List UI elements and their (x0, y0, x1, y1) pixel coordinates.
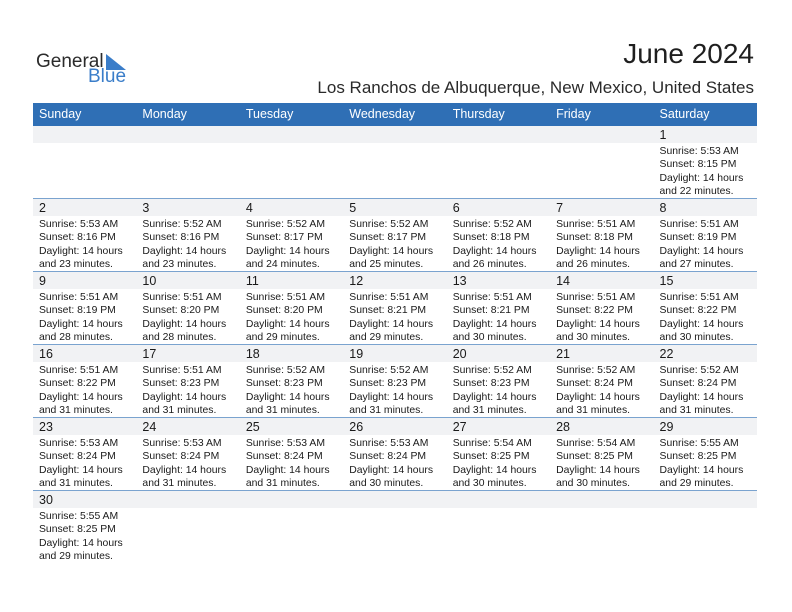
empty-day-cell (343, 491, 446, 564)
sunrise-time: Sunrise: 5:51 AM (245, 292, 325, 303)
sunset-time: Sunset: 8:24 PM (556, 378, 633, 390)
daylight-hours: Daylight: 14 hours (349, 318, 434, 330)
day-sun-info (453, 291, 537, 345)
empty-day-cell (550, 126, 653, 198)
day-number: 5 (349, 201, 357, 215)
daylight-minutes: and 29 minutes. (39, 551, 113, 563)
day-number: 9 (39, 274, 46, 288)
sunset-time: Sunset: 8:19 PM (659, 232, 737, 244)
sunset-time: Sunset: 8:18 PM (556, 232, 633, 244)
daylight-hours: Daylight: 14 hours (39, 464, 123, 476)
sunset-time: Sunset: 8:25 PM (452, 451, 530, 463)
sunrise-time: Sunrise: 5:53 AM (39, 438, 119, 449)
day-cell (240, 199, 343, 271)
day-sun-info (660, 218, 744, 272)
daylight-minutes: and 22 minutes. (659, 186, 734, 198)
day-sun-info (349, 291, 433, 345)
day-sun-info (556, 364, 640, 418)
sunrise-time: Sunrise: 5:53 AM (659, 146, 739, 157)
daylight-hours: Daylight: 14 hours (659, 172, 744, 184)
daylight-hours: Daylight: 14 hours (245, 391, 330, 403)
sunset-time: Sunset: 8:18 PM (452, 232, 530, 244)
day-sun-info (660, 145, 744, 199)
sunrise-time: Sunrise: 5:51 AM (142, 292, 222, 303)
day-cell (33, 272, 136, 344)
day-band (550, 199, 653, 216)
sunrise-time: Sunrise: 5:51 AM (659, 292, 739, 303)
weekday-thursday: Thursday (452, 107, 505, 121)
day-band (343, 199, 446, 216)
daylight-minutes: and 31 minutes. (39, 478, 113, 490)
daylight-hours: Daylight: 14 hours (556, 318, 640, 330)
sunset-time: Sunset: 8:22 PM (39, 378, 116, 390)
empty-day-cell (654, 491, 757, 564)
daylight-minutes: and 31 minutes. (349, 405, 424, 417)
day-sun-info (453, 218, 537, 272)
sunset-time: Sunset: 8:24 PM (245, 451, 323, 463)
empty-day-cell (447, 126, 550, 198)
sunrise-time: Sunrise: 5:52 AM (349, 365, 429, 376)
daylight-hours: Daylight: 14 hours (452, 391, 537, 403)
day-number: 11 (245, 274, 259, 288)
day-sun-info (556, 218, 640, 272)
daylight-minutes: and 26 minutes. (556, 259, 631, 271)
day-number: 3 (142, 201, 150, 215)
day-sun-info (142, 364, 226, 418)
day-band (550, 126, 653, 143)
day-band (654, 491, 757, 508)
sunset-time: Sunset: 8:17 PM (245, 232, 323, 244)
empty-day-cell (550, 491, 653, 564)
daylight-minutes: and 30 minutes. (556, 332, 631, 344)
day-sun-info (246, 364, 330, 418)
daylight-hours: Daylight: 14 hours (556, 464, 640, 476)
day-sun-info (349, 437, 433, 491)
daylight-minutes: and 29 minutes. (245, 332, 320, 344)
sunset-time: Sunset: 8:16 PM (39, 232, 116, 244)
day-sun-info (142, 218, 226, 272)
sunset-time: Sunset: 8:25 PM (39, 524, 116, 536)
sunset-time: Sunset: 8:24 PM (659, 378, 737, 390)
daylight-minutes: and 30 minutes. (452, 478, 527, 490)
calendar-week-row (33, 199, 757, 272)
day-sun-info (246, 291, 330, 345)
empty-day-cell (33, 126, 136, 198)
day-cell (343, 345, 446, 417)
empty-day-cell (240, 126, 343, 198)
day-band (33, 126, 136, 143)
daylight-hours: Daylight: 14 hours (39, 318, 123, 330)
day-sun-info (349, 364, 433, 418)
daylight-hours: Daylight: 14 hours (452, 464, 537, 476)
brand-logo (36, 52, 136, 88)
daylight-minutes: and 29 minutes. (349, 332, 424, 344)
calendar-week-row (33, 491, 757, 564)
weekday-wednesday: Wednesday (349, 107, 416, 121)
day-cell (550, 418, 653, 490)
day-sun-info (246, 218, 330, 272)
sunset-time: Sunset: 8:23 PM (452, 378, 530, 390)
page-title: June 2024 (623, 38, 754, 69)
sunset-time: Sunset: 8:24 PM (349, 451, 427, 463)
daylight-hours: Daylight: 14 hours (39, 245, 123, 257)
day-band (550, 491, 653, 508)
day-band (447, 199, 550, 216)
day-sun-info (453, 437, 537, 491)
day-number: 21 (556, 347, 571, 361)
day-cell (654, 126, 757, 198)
day-cell (136, 345, 239, 417)
calendar-week-row (33, 126, 757, 199)
day-cell (550, 199, 653, 271)
day-cell (654, 418, 757, 490)
daylight-hours: Daylight: 14 hours (659, 464, 744, 476)
sunset-time: Sunset: 8:20 PM (142, 305, 220, 317)
sunrise-time: Sunrise: 5:52 AM (556, 365, 636, 376)
daylight-minutes: and 27 minutes. (659, 259, 734, 271)
sunset-time: Sunset: 8:22 PM (556, 305, 633, 317)
weekday-tuesday: Tuesday (245, 107, 294, 121)
sunset-time: Sunset: 8:16 PM (142, 232, 220, 244)
sunrise-time: Sunrise: 5:53 AM (245, 438, 325, 449)
daylight-minutes: and 30 minutes. (452, 332, 527, 344)
day-number: 27 (452, 420, 467, 434)
sunset-time: Sunset: 8:21 PM (452, 305, 530, 317)
day-sun-info (556, 291, 640, 345)
empty-day-cell (240, 491, 343, 564)
daylight-minutes: and 31 minutes. (245, 478, 320, 490)
day-cell (240, 418, 343, 490)
day-band (33, 272, 136, 289)
day-sun-info (142, 437, 226, 491)
day-sun-info (142, 291, 226, 345)
daylight-minutes: and 31 minutes. (556, 405, 631, 417)
day-number: 19 (349, 347, 364, 361)
daylight-minutes: and 23 minutes. (39, 259, 113, 271)
daylight-minutes: and 24 minutes. (245, 259, 320, 271)
sunrise-time: Sunrise: 5:55 AM (39, 511, 119, 522)
sunset-time: Sunset: 8:23 PM (245, 378, 323, 390)
day-cell (240, 345, 343, 417)
day-cell (33, 418, 136, 490)
day-cell (343, 199, 446, 271)
day-cell (136, 272, 239, 344)
day-sun-info (453, 364, 537, 418)
calendar-weeks (33, 126, 757, 564)
day-band (240, 491, 343, 508)
sunrise-time: Sunrise: 5:52 AM (142, 219, 222, 230)
day-cell (136, 418, 239, 490)
sunset-time: Sunset: 8:25 PM (556, 451, 633, 463)
logo-text-general: General (36, 51, 104, 72)
weekday-sunday: Sunday (39, 107, 82, 121)
daylight-minutes: and 31 minutes. (245, 405, 320, 417)
day-band (447, 126, 550, 143)
daylight-hours: Daylight: 14 hours (556, 245, 640, 257)
sunrise-time: Sunrise: 5:51 AM (142, 365, 222, 376)
empty-day-cell (447, 491, 550, 564)
daylight-hours: Daylight: 14 hours (659, 245, 744, 257)
day-sun-info (39, 510, 123, 564)
day-sun-info (39, 437, 123, 491)
day-band (343, 491, 446, 508)
day-cell (240, 272, 343, 344)
daylight-hours: Daylight: 14 hours (452, 245, 537, 257)
daylight-minutes: and 25 minutes. (349, 259, 424, 271)
day-cell (550, 272, 653, 344)
day-cell (136, 199, 239, 271)
day-number: 8 (659, 201, 667, 215)
sunset-time: Sunset: 8:23 PM (142, 378, 220, 390)
daylight-hours: Daylight: 14 hours (245, 464, 330, 476)
day-sun-info (39, 364, 123, 418)
sunrise-time: Sunrise: 5:55 AM (659, 438, 739, 449)
day-cell (447, 345, 550, 417)
weekday-saturday: Saturday (659, 107, 710, 121)
day-number: 12 (349, 274, 364, 288)
daylight-minutes: and 26 minutes. (452, 259, 527, 271)
daylight-hours: Daylight: 14 hours (349, 464, 434, 476)
sunset-time: Sunset: 8:15 PM (659, 159, 737, 171)
day-cell (33, 345, 136, 417)
day-number: 2 (39, 201, 46, 215)
logo-text-blue: Blue (88, 66, 127, 87)
day-number: 13 (452, 274, 467, 288)
sunrise-time: Sunrise: 5:51 AM (556, 292, 636, 303)
daylight-hours: Daylight: 14 hours (245, 318, 330, 330)
sunrise-time: Sunrise: 5:52 AM (452, 219, 532, 230)
daylight-hours: Daylight: 14 hours (245, 245, 330, 257)
day-sun-info (556, 437, 640, 491)
sunrise-time: Sunrise: 5:52 AM (245, 365, 325, 376)
empty-day-cell (343, 126, 446, 198)
day-number: 18 (245, 347, 260, 361)
daylight-minutes: and 31 minutes. (659, 405, 734, 417)
day-band (136, 126, 239, 143)
daylight-hours: Daylight: 14 hours (659, 318, 744, 330)
daylight-minutes: and 28 minutes. (39, 332, 113, 344)
calendar-week-row (33, 272, 757, 345)
weekday-header (33, 103, 757, 126)
daylight-hours: Daylight: 14 hours (349, 245, 434, 257)
day-cell (343, 418, 446, 490)
day-cell (343, 272, 446, 344)
day-cell (447, 418, 550, 490)
day-number: 20 (452, 347, 467, 361)
daylight-hours: Daylight: 14 hours (452, 318, 537, 330)
sunset-time: Sunset: 8:24 PM (39, 451, 116, 463)
sunrise-time: Sunrise: 5:51 AM (556, 219, 636, 230)
day-cell (447, 272, 550, 344)
daylight-hours: Daylight: 14 hours (142, 464, 227, 476)
day-cell (550, 345, 653, 417)
sunrise-time: Sunrise: 5:52 AM (452, 365, 532, 376)
sunrise-time: Sunrise: 5:54 AM (556, 438, 636, 449)
day-sun-info (349, 218, 433, 272)
day-sun-info (39, 218, 123, 272)
sunrise-time: Sunrise: 5:52 AM (659, 365, 739, 376)
sunset-time: Sunset: 8:17 PM (349, 232, 427, 244)
sunset-time: Sunset: 8:21 PM (349, 305, 427, 317)
day-cell (654, 345, 757, 417)
daylight-minutes: and 30 minutes. (556, 478, 631, 490)
day-number: 22 (659, 347, 674, 361)
sunrise-time: Sunrise: 5:51 AM (39, 292, 119, 303)
day-number: 30 (39, 493, 53, 507)
calendar-grid (33, 103, 757, 564)
sunset-time: Sunset: 8:25 PM (659, 451, 737, 463)
day-number: 10 (142, 274, 157, 288)
daylight-minutes: and 28 minutes. (142, 332, 217, 344)
day-number: 6 (452, 201, 460, 215)
daylight-hours: Daylight: 14 hours (349, 391, 434, 403)
sunrise-time: Sunrise: 5:51 AM (39, 365, 119, 376)
day-number: 15 (659, 274, 674, 288)
daylight-minutes: and 29 minutes. (659, 478, 734, 490)
day-sun-info (660, 364, 744, 418)
sunset-time: Sunset: 8:24 PM (142, 451, 220, 463)
day-cell (33, 199, 136, 271)
day-number: 24 (142, 420, 157, 434)
sunset-time: Sunset: 8:23 PM (349, 378, 427, 390)
sunset-time: Sunset: 8:20 PM (245, 305, 323, 317)
daylight-minutes: and 31 minutes. (452, 405, 527, 417)
day-number: 17 (142, 347, 157, 361)
weekday-monday: Monday (142, 107, 187, 121)
day-cell (33, 491, 136, 564)
day-cell (447, 199, 550, 271)
daylight-hours: Daylight: 14 hours (142, 318, 227, 330)
day-number: 26 (349, 420, 364, 434)
daylight-minutes: and 30 minutes. (349, 478, 424, 490)
day-number: 16 (39, 347, 53, 361)
weekday-friday: Friday (556, 107, 591, 121)
daylight-hours: Daylight: 14 hours (39, 537, 123, 549)
day-sun-info (246, 437, 330, 491)
sunrise-time: Sunrise: 5:52 AM (349, 219, 429, 230)
daylight-minutes: and 31 minutes. (39, 405, 113, 417)
sunrise-time: Sunrise: 5:53 AM (142, 438, 222, 449)
daylight-hours: Daylight: 14 hours (142, 245, 227, 257)
day-number: 23 (39, 420, 53, 434)
day-band (240, 126, 343, 143)
day-cell (654, 199, 757, 271)
daylight-minutes: and 31 minutes. (142, 478, 217, 490)
day-band (136, 199, 239, 216)
sunrise-time: Sunrise: 5:53 AM (39, 219, 119, 230)
sunrise-time: Sunrise: 5:53 AM (349, 438, 429, 449)
day-band (654, 199, 757, 216)
location-subtitle: Los Ranchos de Albuquerque, New Mexico, United States (317, 78, 754, 97)
day-sun-info (660, 291, 744, 345)
day-number: 1 (659, 128, 667, 142)
sunrise-time: Sunrise: 5:54 AM (452, 438, 532, 449)
calendar-week-row (33, 418, 757, 491)
daylight-minutes: and 31 minutes. (142, 405, 217, 417)
day-sun-info (39, 291, 123, 345)
day-band (240, 199, 343, 216)
day-number: 4 (245, 201, 253, 215)
sunrise-time: Sunrise: 5:52 AM (245, 219, 325, 230)
empty-day-cell (136, 126, 239, 198)
empty-day-cell (136, 491, 239, 564)
day-band (447, 491, 550, 508)
daylight-minutes: and 30 minutes. (659, 332, 734, 344)
day-number: 29 (659, 420, 674, 434)
sunrise-time: Sunrise: 5:51 AM (349, 292, 429, 303)
sunset-time: Sunset: 8:19 PM (39, 305, 116, 317)
day-band (33, 199, 136, 216)
daylight-hours: Daylight: 14 hours (659, 391, 744, 403)
day-band (136, 491, 239, 508)
day-number: 7 (556, 201, 564, 215)
daylight-hours: Daylight: 14 hours (556, 391, 640, 403)
day-cell (654, 272, 757, 344)
sunrise-time: Sunrise: 5:51 AM (659, 219, 739, 230)
day-number: 14 (556, 274, 571, 288)
sunset-time: Sunset: 8:22 PM (659, 305, 737, 317)
calendar-week-row (33, 345, 757, 418)
sunrise-time: Sunrise: 5:51 AM (452, 292, 532, 303)
daylight-hours: Daylight: 14 hours (39, 391, 123, 403)
day-number: 25 (245, 420, 260, 434)
day-band (343, 126, 446, 143)
daylight-minutes: and 23 minutes. (142, 259, 217, 271)
day-band (654, 126, 757, 143)
day-number: 28 (556, 420, 571, 434)
daylight-hours: Daylight: 14 hours (142, 391, 227, 403)
day-sun-info (660, 437, 744, 491)
